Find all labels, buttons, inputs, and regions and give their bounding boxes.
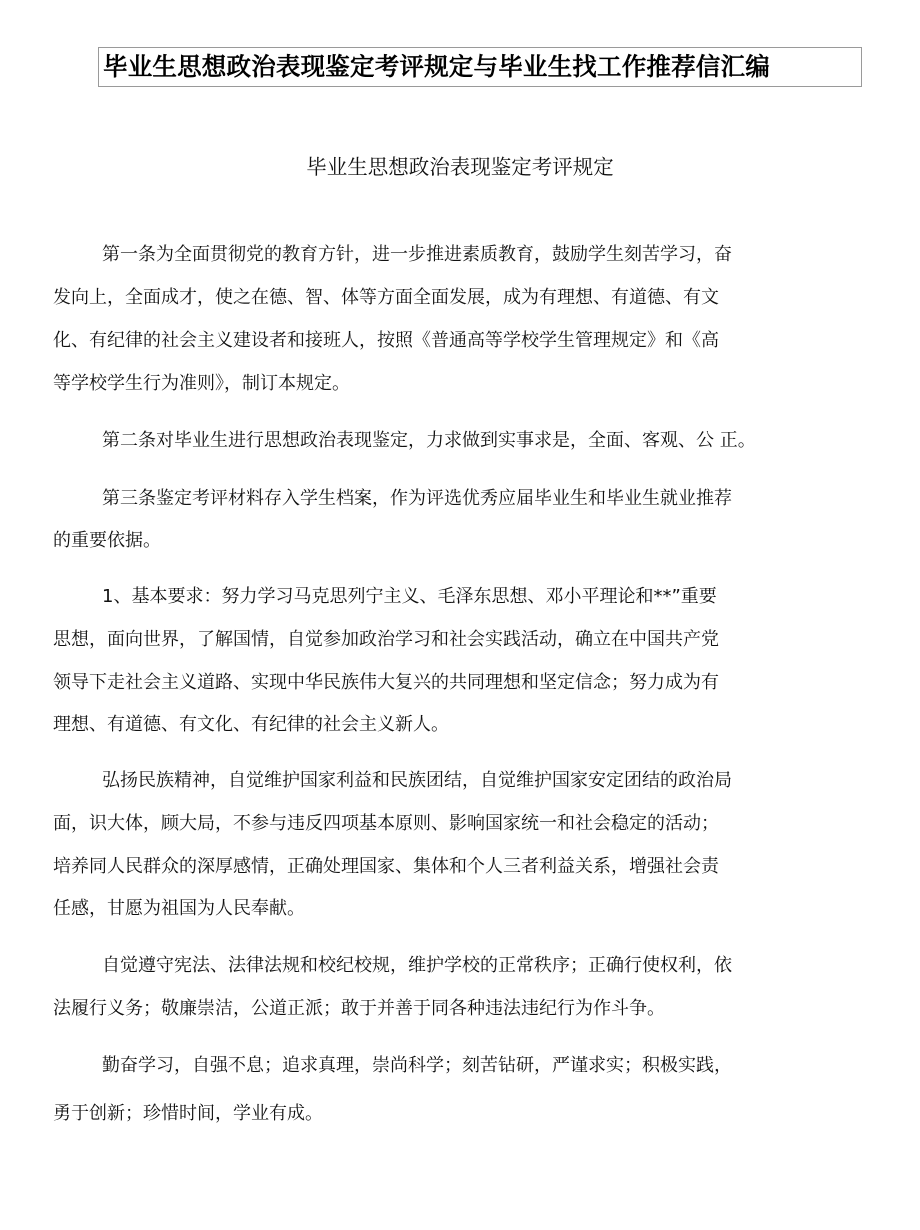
- paragraph-line: 领导下走社会主义道路、实现中华民族伟大复兴的共同理想和坚定信念；努力成为有: [53, 672, 719, 693]
- paragraph-line: 勤奋学习，自强不息；追求真理，崇尚科学；刻苦钻研，严谨求实；积极实践，: [102, 1055, 732, 1076]
- paragraph-line: 弘扬民族精神，自觉维护国家利益和民族团结，自觉维护国家安定团结的政治局: [102, 770, 732, 791]
- paragraph-line: 培养同人民群众的深厚感情，正确处理国家、集体和个人三者利益关系，增强社会责: [53, 856, 719, 877]
- document-title: 毕业生思想政治表现鉴定考评规定与毕业生找工作推荐信汇编: [103, 52, 770, 81]
- paragraph-line: 任感，甘愿为祖国为人民奉献。: [53, 898, 305, 919]
- paragraph-line: 第三条鉴定考评材料存入学生档案，作为评选优秀应届毕业生和毕业生就业推荐: [102, 488, 732, 509]
- paragraph-line: 化、有纪律的社会主义建设者和接班人，按照《普通高等学校学生管理规定》和《高: [53, 330, 719, 351]
- paragraph-line: 等学校学生行为准则》，制订本规定。: [53, 373, 350, 394]
- paragraph-line: 1、基本要求：努力学习马克思列宁主义、毛泽东思想、邓小平理论和**”重要: [102, 586, 717, 607]
- paragraph-line: 发向上，全面成才，使之在德、智、体等方面全面发展，成为有理想、有道德、有文: [53, 287, 719, 308]
- paragraph-line: 思想，面向世界，了解国情，自觉参加政治学习和社会实践活动，确立在中国共产党: [53, 629, 719, 650]
- paragraph-line: 面，识大体，顾大局，不参与违反四项基本原则、影响国家统一和社会稳定的活动；: [53, 813, 719, 834]
- section-heading: 毕业生思想政治表现鉴定考评规定: [306, 155, 614, 179]
- paragraph-line: 的重要依据。: [53, 530, 161, 551]
- paragraph-line: 勇于创新；珍惜时间，学业有成。: [53, 1103, 323, 1124]
- paragraph-line: 自觉遵守宪法、法律法规和校纪校规，维护学校的正常秩序；正确行使权利，依: [102, 955, 732, 976]
- paragraph-line: 第二条对毕业生进行思想政治表现鉴定，力求做到实事求是，全面、客观、公 正。: [102, 430, 756, 451]
- document-title-box: [98, 47, 862, 87]
- paragraph-line: 第一条为全面贯彻党的教育方针，进一步推进素质教育，鼓励学生刻苦学习，奋: [102, 244, 732, 265]
- paragraph-line: 法履行义务；敬廉崇洁，公道正派；敢于并善于同各种违法违纪行为作斗争。: [53, 998, 665, 1019]
- paragraph-line: 理想、有道德、有文化、有纪律的社会主义新人。: [53, 714, 449, 735]
